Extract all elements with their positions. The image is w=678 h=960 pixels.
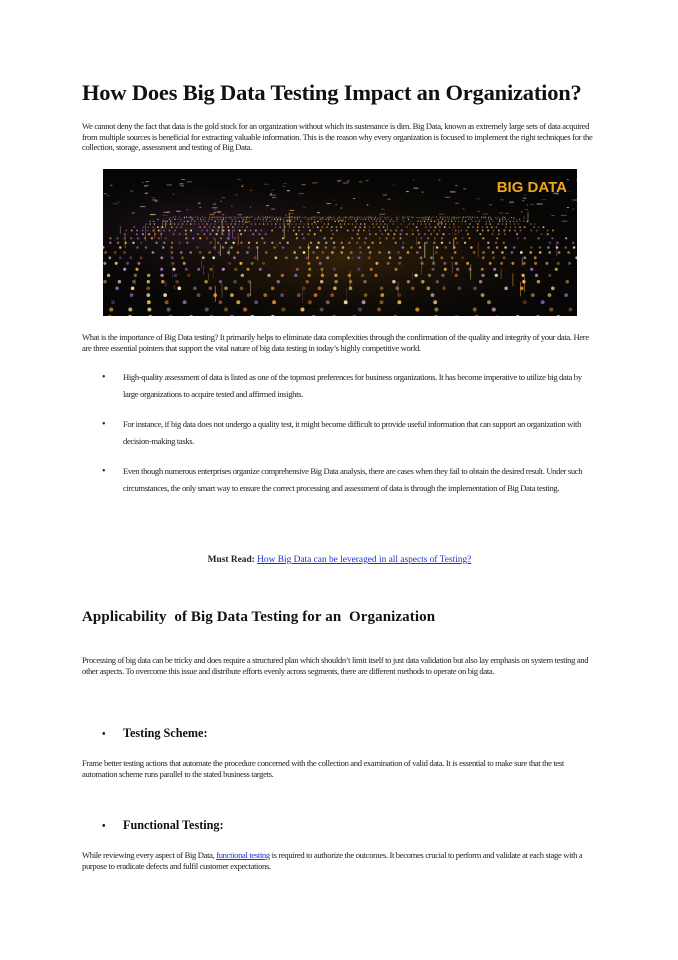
functional-testing-link[interactable]: functional testing — [216, 850, 270, 860]
big-data-banner-image — [103, 169, 577, 316]
list-item-text: For instance, if big data does not undergo a quality test, it might become difficult to provide useful information that can support an organization with decision-making tasks. — [123, 419, 582, 446]
bullet-icon: • — [102, 372, 106, 383]
big-data-illustration — [103, 169, 577, 316]
list-item-text: High-quality assessment of data is listed as one of the topmost preferences for business organizations. It has become imperative to utilize big data by large organizations to acquire tested and affirmed insights. — [123, 372, 582, 399]
importance-paragraph: What is the importance of Big Data testing? It primarily helps to eliminate data complexities through the confirmation of the quality and integrity of your data. Here are three essential pointers that support the vital nature of big data testing in today’s highly competitive world. — [82, 332, 589, 353]
functional-testing-heading: • Functional Testing: — [102, 818, 224, 832]
must-read-line — [82, 555, 597, 565]
list-item — [82, 369, 597, 403]
bullet-icon: • — [102, 729, 106, 740]
banner-label: BIG DATA — [496, 179, 567, 196]
page-title: How Does Big Data Testing Impact an Organization? — [82, 80, 582, 105]
section-intro-paragraph: Processing of big data can be tricky and does require a structured plan which shouldn’t limit itself to just data validation but also lay emphasis on system testing and other aspects. To overcome this issue and distribute efforts evenly across segments, there are different methods to operate on big data. — [82, 655, 589, 676]
intro-paragraph: We cannot deny the fact that data is the gold stock for an organization without which its sustenance is dim. Big Data, known as extremely large sets of data acquired from multiple sources is beneficial for extracting valuable information. This is the reason why every organization is focused to implement the right techniques for the collection, storage, assessment and testing of Big Data. — [82, 121, 593, 153]
bullet-icon: • — [102, 466, 106, 477]
must-read-label: Must Read: — [207, 555, 255, 565]
list-item — [82, 463, 597, 497]
list-item — [82, 416, 597, 450]
bullet-icon: • — [102, 821, 106, 832]
list-item-text: Even though numerous enterprises organize comprehensive Big Data analysis, there are cases when they fail to obtain the desired result. Under such circumstances, the only smart way to ensure the correct processing and assessment of data is through the implementation of Big Data testing. — [123, 466, 583, 493]
must-read-link[interactable]: How Big Data can be leveraged in all aspects of Testing? — [257, 555, 472, 565]
bullet-icon: • — [102, 419, 106, 430]
testing-scheme-heading: • Testing Scheme: — [102, 726, 208, 740]
section-heading: Applicability of Big Data Testing for an Organization — [82, 609, 436, 625]
functional-testing-paragraph: While reviewing every aspect of Big Data, functional testing is required to authorize the outcomes. It becomes crucial to perform and validate at each stage with a purpose to eradicate defects and fulfil customer expectations. — [82, 850, 583, 871]
importance-bullet-list — [82, 369, 597, 510]
testing-scheme-paragraph: Frame better testing actions that automate the procedure concerned with the collection and examination of valid data. It is essential to make sure that the test automation scheme runs parallel to the stated business targets. — [82, 758, 564, 779]
